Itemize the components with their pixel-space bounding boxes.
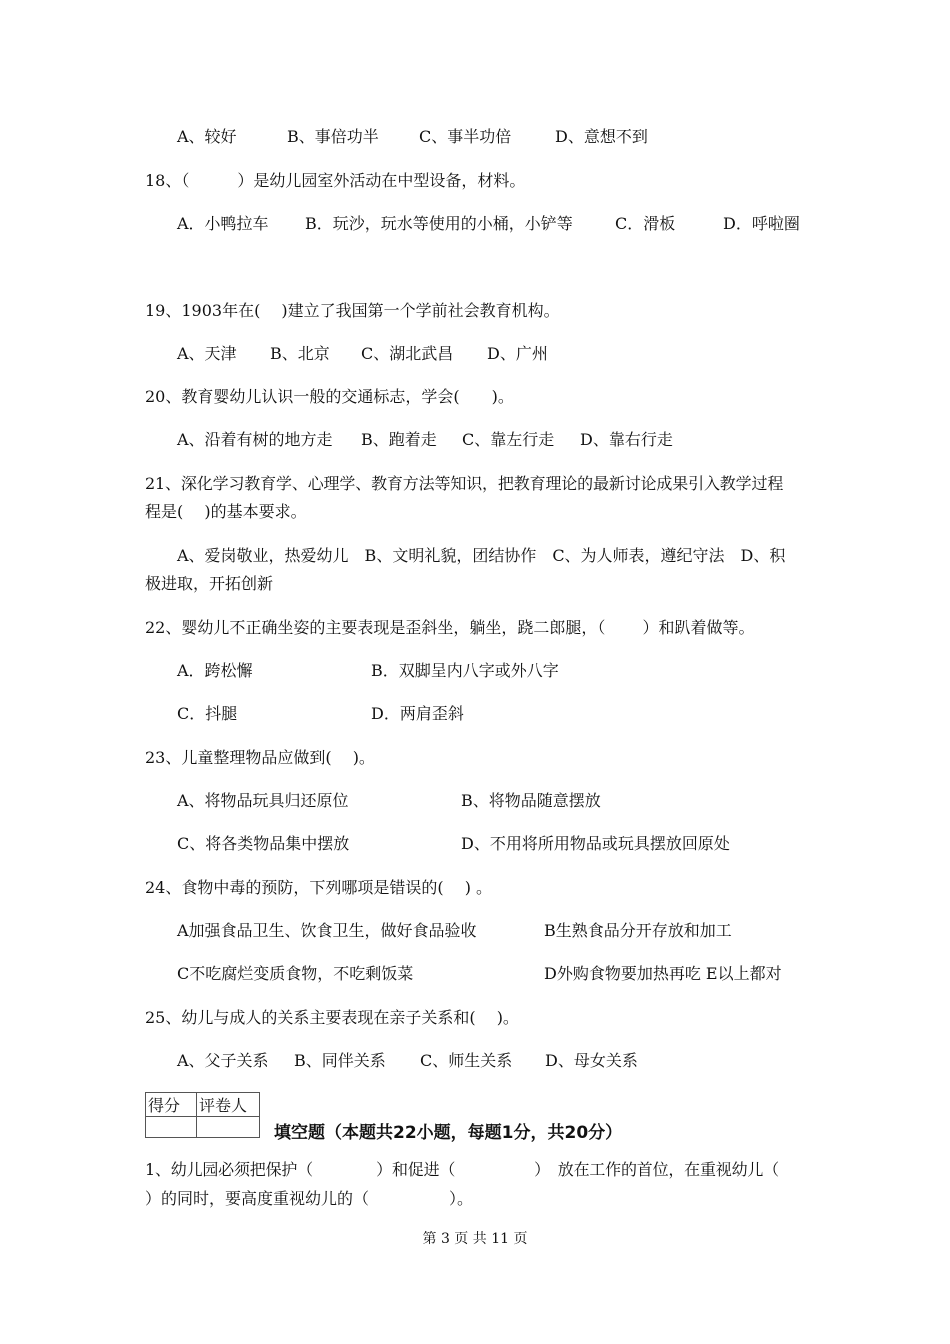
q23-stem: 23、儿童整理物品应做到( )。 — [145, 748, 375, 767]
q25-option-c: C、师生关系 — [420, 1051, 513, 1070]
q22-option-c: C．抖腿 — [177, 704, 238, 723]
q19-option-d: D、广州 — [487, 344, 548, 363]
q17-option-d: D、意想不到 — [555, 127, 648, 146]
q19-option-a: A、天津 — [177, 344, 237, 363]
q25-option-a: A、父子关系 — [177, 1051, 269, 1070]
q20-option-b: B、跑着走 — [361, 430, 437, 449]
q25-stem: 25、幼儿与成人的关系主要表现在亲子关系和( )。 — [145, 1008, 519, 1027]
score-table — [145, 1092, 260, 1138]
q22-stem: 22、婴幼儿不正确坐姿的主要表现是歪斜坐，躺坐，跷二郎腿，（ ）和趴着做等。 — [145, 618, 755, 637]
q21-options-line1: A、爱岗敬业，热爱幼儿 B、文明礼貌，团结协作 C、为人师表，遵纪守法 D、积 — [177, 546, 786, 565]
q22-option-a: A．跨松懈 — [177, 661, 253, 680]
q18-option-c: C．滑板 — [615, 214, 676, 233]
q20-stem: 20、教育婴幼儿认识一般的交通标志，学会( )。 — [145, 387, 514, 406]
q17-option-c: C、事半功倍 — [419, 127, 512, 146]
q25-option-b: B、同伴关系 — [294, 1051, 386, 1070]
q17-option-a: A、较好 — [177, 127, 237, 146]
q19-option-c: C、湖北武昌 — [361, 344, 454, 363]
fill1-line1: 1、幼儿园必须把保护（ ）和促进（ ） 放在工作的首位，在重视幼儿（ — [145, 1160, 779, 1179]
q24-option-c: C不吃腐烂变质食物，不吃剩饭菜 — [177, 964, 414, 983]
q23-option-d: D、不用将所用物品或玩具摆放回原处 — [461, 834, 730, 853]
q18-option-a: A．小鸭拉车 — [177, 214, 269, 233]
score-cell — [146, 1117, 197, 1138]
q18-option-b: B．玩沙，玩水等使用的小桶，小铲等 — [305, 214, 573, 233]
q24-option-a: A加强食品卫生、饮食卫生，做好食品验收 — [177, 921, 477, 940]
q19-stem: 19、1903年在( )建立了我国第一个学前社会教育机构。 — [145, 301, 560, 320]
q24-option-d: D外购食物要加热再吃 E以上都对 — [544, 964, 782, 983]
q24-option-b: B生熟食品分开存放和加工 — [544, 921, 732, 940]
q20-option-d: D、靠右行走 — [580, 430, 673, 449]
q17-option-b: B、事倍功半 — [287, 127, 379, 146]
q21-options-line2: 极进取，开拓创新 — [145, 574, 274, 593]
q22-option-d: D．两肩歪斜 — [371, 704, 464, 723]
score-label: 得分 — [146, 1093, 197, 1117]
page-footer: 第 3 页 共 11 页 — [422, 1231, 528, 1247]
q19-option-b: B、北京 — [270, 344, 330, 363]
grader-cell — [197, 1117, 260, 1138]
q25-option-d: D、母女关系 — [545, 1051, 638, 1070]
q23-option-a: A、将物品玩具归还原位 — [177, 791, 349, 810]
fill1-line2: ）的同时，要高度重视幼儿的（ ）。 — [145, 1189, 474, 1208]
q21-stem-line2: 程是( )的基本要求。 — [145, 502, 307, 521]
q23-option-c: C、将各类物品集中摆放 — [177, 834, 350, 853]
section-title: 填空题（本题共22小题，每题1分，共20分） — [274, 1123, 623, 1143]
q20-option-c: C、靠左行走 — [462, 430, 555, 449]
q20-option-a: A、沿着有树的地方走 — [177, 430, 333, 449]
q21-stem-line1: 21、深化学习教育学、心理学、教育方法等知识，把教育理论的最新讨论成果引入教学过程 — [145, 474, 784, 493]
grader-label: 评卷人 — [197, 1093, 260, 1117]
q22-option-b: B．双脚呈内八字或外八字 — [371, 661, 559, 680]
q24-stem: 24、食物中毒的预防，下列哪项是错误的( ) 。 — [145, 878, 493, 897]
q18-stem: 18、（ ）是幼儿园室外活动在中型设备，材料。 — [145, 171, 526, 190]
q18-option-d: D．呼啦圈 — [723, 214, 800, 233]
q23-option-b: B、将物品随意摆放 — [461, 791, 601, 810]
